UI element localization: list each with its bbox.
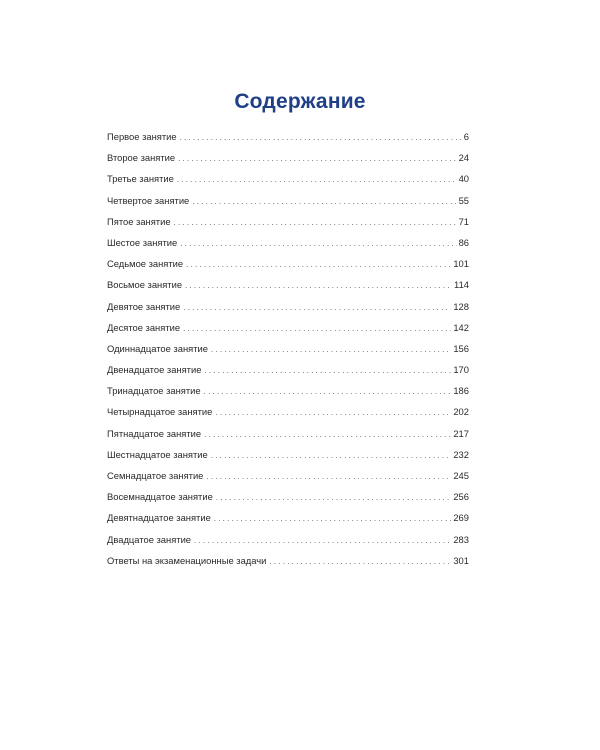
toc-entry-page-number: 40 xyxy=(458,173,469,185)
toc-entry-page-number: 283 xyxy=(453,533,469,545)
toc-entry xyxy=(107,338,469,359)
toc-entry-page-number: 202 xyxy=(453,406,469,418)
toc-entry xyxy=(107,529,469,550)
toc-entry-page-number: 217 xyxy=(453,427,469,439)
dot-leader xyxy=(211,445,452,466)
dot-leader xyxy=(185,275,452,296)
toc-entry xyxy=(107,190,469,211)
toc-entry-label: Пятнадцатое занятие xyxy=(107,427,202,439)
toc-entry xyxy=(107,147,469,168)
toc-entry xyxy=(107,550,469,571)
toc-entry-label: Двадцатое занятие xyxy=(107,533,192,545)
toc-entry-label: Четвертое занятие xyxy=(107,194,190,206)
dot-leader xyxy=(204,360,451,381)
toc-entry xyxy=(107,232,469,253)
toc-entry-label: Восемнадцатое занятие xyxy=(107,491,213,503)
table-of-contents xyxy=(107,126,469,571)
dot-leader xyxy=(211,339,451,360)
toc-entry-label: Первое занятие xyxy=(107,131,177,142)
dot-leader xyxy=(174,212,457,233)
toc-entry xyxy=(107,168,469,189)
dot-leader xyxy=(183,297,451,318)
dot-leader xyxy=(216,487,452,508)
dot-leader xyxy=(194,530,451,551)
toc-entry xyxy=(107,423,469,444)
toc-entry-label: Шестнадцатое занятие xyxy=(107,448,208,460)
toc-entry xyxy=(107,253,469,274)
toc-entry-page-number: 170 xyxy=(453,364,469,376)
toc-entry-page-number: 71 xyxy=(458,215,469,227)
toc-entry xyxy=(107,296,469,317)
toc-entry-label: Одиннадцатое занятие xyxy=(107,342,208,354)
toc-entry-label: Восьмое занятие xyxy=(107,279,183,291)
toc-entry-label: Семнадцатое занятие xyxy=(107,470,204,481)
toc-entry-page-number: 86 xyxy=(458,236,469,248)
toc-entry-page-number: 186 xyxy=(453,385,469,397)
toc-entry-label: Третье занятие xyxy=(107,173,174,185)
toc-entry-label: Девятнадцатое занятие xyxy=(107,512,211,524)
toc-entry-page-number: 24 xyxy=(458,152,469,164)
dot-leader xyxy=(269,551,451,572)
toc-entry xyxy=(107,211,469,232)
toc-entry-page-number: 55 xyxy=(458,194,469,206)
toc-entry xyxy=(107,126,469,147)
dot-leader xyxy=(204,424,451,445)
toc-entry-page-number: 256 xyxy=(453,491,469,503)
dot-leader xyxy=(178,148,456,169)
toc-entry xyxy=(107,507,469,528)
dot-leader xyxy=(186,254,451,275)
toc-entry-page-number: 114 xyxy=(454,279,469,291)
toc-entry-label: Двенадцатое занятие xyxy=(107,364,202,376)
toc-entry-page-number: 6 xyxy=(463,131,469,142)
toc-entry xyxy=(107,465,469,486)
toc-entry-label: Пятое занятие xyxy=(107,215,171,227)
dot-leader xyxy=(215,402,451,423)
dot-leader xyxy=(180,127,462,148)
toc-entry-page-number: 269 xyxy=(453,512,469,524)
toc-entry xyxy=(107,486,469,507)
toc-entry xyxy=(107,444,469,465)
dot-leader xyxy=(183,318,451,339)
dot-leader xyxy=(192,191,456,212)
dot-leader xyxy=(204,381,452,402)
toc-entry-label: Второе занятие xyxy=(107,152,176,164)
toc-entry-page-number: 301 xyxy=(453,554,469,566)
toc-entry-page-number: 156 xyxy=(453,342,469,354)
toc-entry xyxy=(107,317,469,338)
toc-entry-label: Десятое занятие xyxy=(107,321,181,333)
toc-entry-page-number: 101 xyxy=(453,258,469,270)
toc-entry-label: Седьмое занятие xyxy=(107,258,184,270)
toc-entry-page-number: 245 xyxy=(453,470,469,481)
dot-leader xyxy=(180,233,456,254)
toc-entry-page-number: 232 xyxy=(453,448,469,460)
toc-entry xyxy=(107,401,469,422)
page-title: Содержание xyxy=(234,90,366,113)
toc-entry xyxy=(107,274,469,295)
toc-entry-label: Шестое занятие xyxy=(107,236,178,248)
dot-leader xyxy=(206,466,451,487)
toc-entry-page-number: 142 xyxy=(453,321,469,333)
toc-entry-label: Тринадцатое занятие xyxy=(107,385,201,397)
toc-entry xyxy=(107,359,469,380)
toc-entry-label: Ответы на экзаменационные задачи xyxy=(107,554,267,566)
dot-leader xyxy=(214,508,452,529)
dot-leader xyxy=(177,169,457,190)
toc-entry-label: Девятое занятие xyxy=(107,300,181,312)
toc-entry xyxy=(107,380,469,401)
toc-entry-page-number: 128 xyxy=(453,300,469,312)
toc-entry-label: Четырнадцатое занятие xyxy=(107,406,213,418)
